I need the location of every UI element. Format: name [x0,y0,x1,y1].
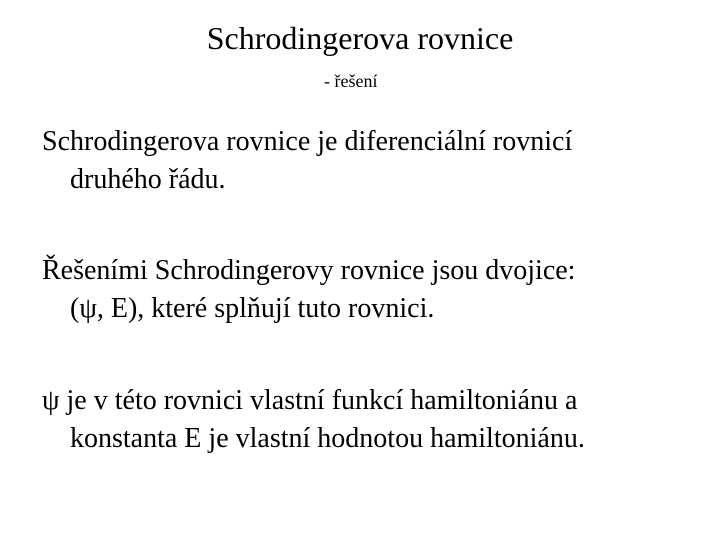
slide-subtitle: - řešení [324,71,378,91]
paragraph-line: konstanta E je vlastní hodnotou hamiltoniánu. [70,423,585,454]
slide-title: Schrodingerova rovnice [206,20,514,56]
paragraph-differential-equation [42,123,702,199]
paragraph-line: Řešeními Schrodingerovy rovnice jsou dvojice: [42,255,576,286]
paragraph-line: (ψ, E), které splňují tuto rovnici. [70,293,435,324]
paragraph-line: ψ je v této rovnici vlastní funkcí hamiltoniánu a [42,385,578,416]
paragraph-eigenfunction [42,382,702,458]
paragraph-solutions [42,252,702,328]
paragraph-line: Schrodingerova rovnice je diferenciální rovnicí [42,126,573,157]
paragraph-line: druhého řádu. [70,164,226,195]
